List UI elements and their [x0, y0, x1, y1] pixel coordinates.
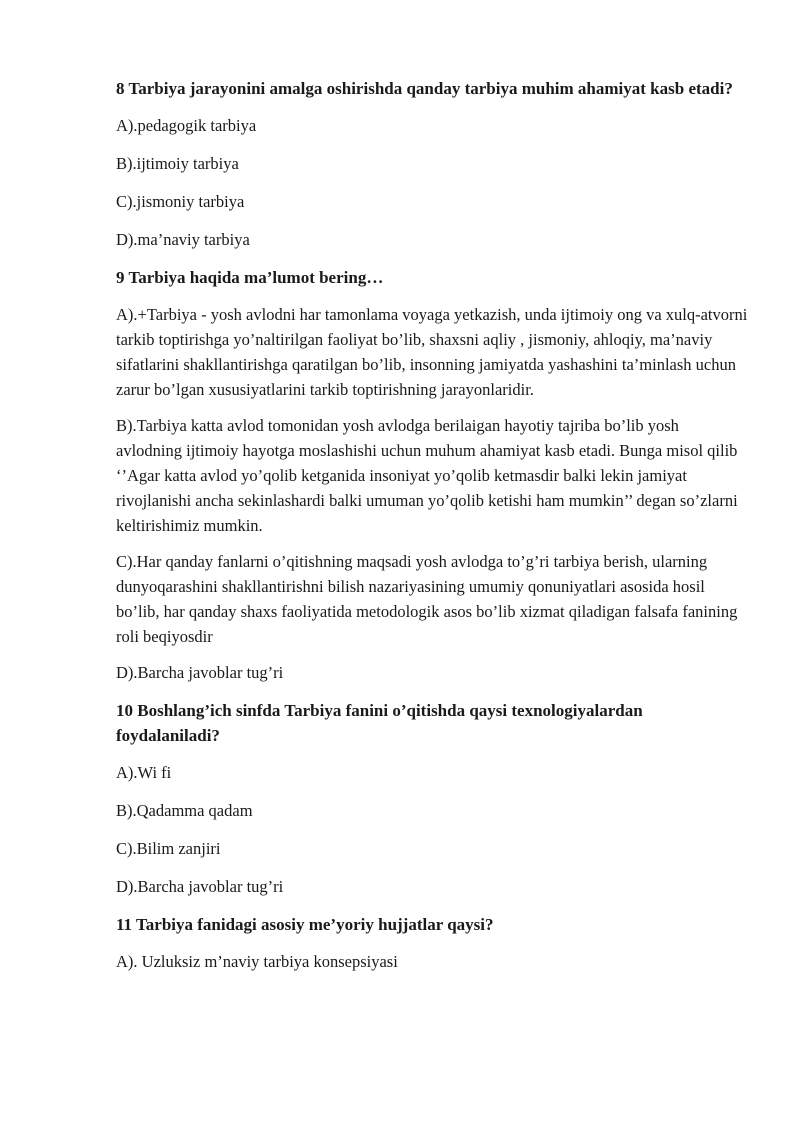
- question-title: 9 Tarbiya haqida ma’lumot bering…: [116, 268, 384, 287]
- answer-option: A). Uzluksiz m’naviy tarbiya konsepsiyasi: [116, 952, 398, 971]
- document-page: [116, 76, 748, 987]
- question-block-9: [116, 265, 748, 685]
- answer-option: C).Bilim zanjiri: [116, 839, 221, 858]
- answer-option: B).Tarbiya katta avlod tomonidan yosh avlodga berilaigan hayotiy tajriba bo’lib yosh avlodning ijtimoiy hayotga moslashishi uchun muhum ahamiyat kasb etadi. Bunga misol qilib ‘’Agar katta avlod yo’qolib ketganida insoniyat yo’qolib ketmasdir balki lekin jamiyat rivojlanishi ancha sekinlashardi balki umuman yo’qolib ketishi ham mumkin’’ degan so’zlarni keltirishimiz mumkin.: [116, 416, 738, 535]
- answer-option: D).Barcha javoblar tug’ri: [116, 877, 284, 896]
- question-block-11: [116, 912, 748, 974]
- answer-option: C).jismoniy tarbiya: [116, 192, 245, 211]
- question-title: 11 Tarbiya fanidagi asosiy me’yoriy hujjatlar qaysi?: [116, 915, 494, 934]
- answer-option: A).Wi fi: [116, 763, 172, 782]
- question-title: 8 Tarbiya jarayonini amalga oshirishda qanday tarbiya muhim ahamiyat kasb etadi?: [116, 79, 733, 98]
- answer-option: A).pedagogik tarbiya: [116, 116, 257, 135]
- answer-option: D).Barcha javoblar tug’ri: [116, 663, 284, 682]
- answer-option: C).Har qanday fanlarni o’qitishning maqsadi yosh avlodga to’g’ri tarbiya berish, ularning dunyoqarashini shakllantirishni bilish nazariyasining umumiy qonuniyatlari asosida hosil bo’lib, har qanday shaxs faoliyatida metodologik asos bo’lib xizmat qiladigan falsafa fanining roli beqiyosdir: [116, 552, 738, 646]
- answer-option: B).Qadamma qadam: [116, 801, 253, 820]
- answer-option: B).ijtimoiy tarbiya: [116, 154, 239, 173]
- answer-option: D).ma’naviy tarbiya: [116, 230, 250, 249]
- question-block-8: [116, 76, 748, 252]
- answer-option: A).+Tarbiya - yosh avlodni har tamonlama voyaga yetkazish, unda ijtimoiy ong va xulq-atvorni tarkib toptirishga yo’naltirilgan faoliyat bo’lib, shaxsni aqliy , jismoniy, ahloqiy, ma’naviy sifatlarini shakllantirishga qaratilgan bo’lib, insonning jamiyatda yashashini ta’minlash uchun zarur bo’lgan xususiyatlarini tarkib toptirishning jarayonlaridir.: [116, 305, 748, 399]
- question-block-10: [116, 698, 748, 899]
- question-title: 10 Boshlang’ich sinfda Tarbiya fanini o’qitishda qaysi texnologiyalardan foydalaniladi?: [116, 701, 643, 745]
